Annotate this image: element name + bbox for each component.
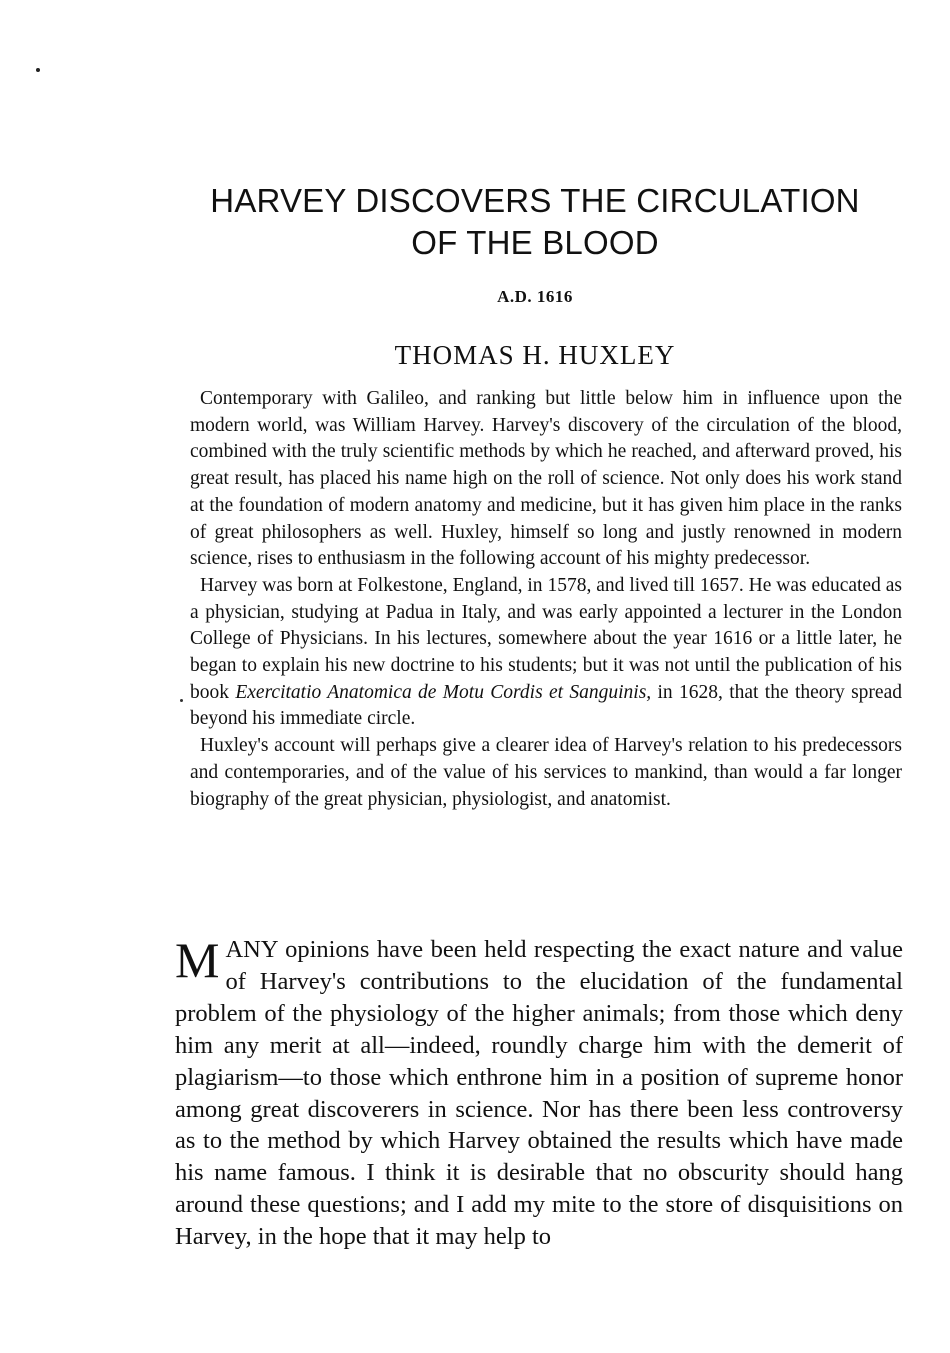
date-line: A.D. 1616	[497, 287, 573, 306]
intro-paragraph-2-end: in 1628, that the theory spread beyond his immediate circle.	[190, 681, 902, 730]
page-title-line-1: HARVEY DISCOVERS THE CIRCULATION	[210, 182, 860, 219]
page-title-line-2: OF THE BLOOD	[411, 224, 659, 261]
main-paragraph	[175, 934, 903, 1253]
scan-speck	[36, 68, 40, 72]
intro-paragraph-2	[190, 573, 902, 733]
drop-cap: M	[175, 932, 220, 988]
margin-mark	[180, 699, 183, 702]
intro-paragraph-1: Contemporary with Galileo, and ranking but little below him in influence upon the modern world, was William Harvey. Harvey's discovery of the circulation of the blood, combined with the truly scientific methods by which he reached, and afterward proved, his great result, has placed his name high on the roll of science. Not only does his work stand at the foundation of modern anatomy and medicine, but it has given him place in the ranks of great philosophers as well. Huxley, himself so long and justly renowned in modern science, rises to enthusiasm in the following account of his mighty predecessor.	[190, 388, 902, 570]
intro-paragraph-3: Huxley's account will perhaps give a clearer idea of Harvey's relation to his predecessors and contemporaries, and of the value of his services to mankind, than would a far longer biography of the great physician, physiologist, and anatomist.	[190, 735, 902, 810]
author-name: THOMAS H. HUXLEY	[394, 340, 676, 370]
main-paragraph-text: ANY opinions have been held respecting the exact nature and value of Harvey's contributions to the elucidation of the fundamental problem of the physiology of the higher animals; from those which deny him any merit at all—indeed, roundly charge him with the demerit of plagiarism—to those which enthrone him in a position of supreme honor among great discoverers in science. Nor has there been less controversy as to the method by which Harvey obtained the results which have made his name famous. I think it is desirable that no obscurity should hang around these questions; and I add my mite to the store of disquisitions on Harvey, in the hope that it may help to	[175, 936, 903, 1251]
main-text	[175, 934, 903, 1253]
intro-paragraph-2-start: Harvey was born at Folkestone, England, in 1578, and lived till 1657. He was educated as a physician, studying at Padua in Italy, and was early appointed a lecturer in the London College of Physicians. In his lectures, somewhere about the year 1616 or a little later, he began to explain his new doctrine to his students; but it was not until the publication of his book	[190, 574, 902, 703]
intro-section	[190, 386, 902, 813]
book-title: Exercitatio Anatomica de Motu Cordis et Sanguinis,	[235, 681, 652, 703]
page-title	[160, 180, 910, 264]
